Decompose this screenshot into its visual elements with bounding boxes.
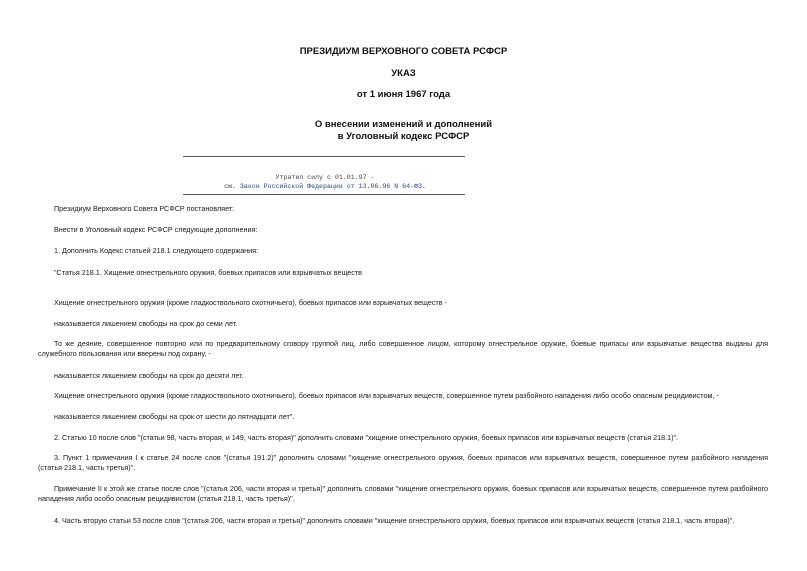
paragraph-item-3: 3. Пункт 1 примечания I к статье 24 после слов "(статья 191.2)" дополнить словами "хищение огнестрельного оружия, боевых припасов или взрывчатых веществ, совершенное путем разбойного нападения (статья 218.1, часть третья)".: [38, 453, 768, 472]
reference-suffix: .: [421, 183, 426, 190]
document-type-heading: УКАЗ: [391, 68, 416, 79]
reference-prefix: см.: [224, 183, 240, 190]
validity-notice: Утратил силу с 01.01.97 -: [275, 174, 375, 181]
notice-bottom-rule: [183, 194, 465, 195]
paragraph-item-2: 2. Статью 10 после слов "(статьи 98, часть вторая, и 149, часть вторая)" дополнить словами "хищение огнестрельного оружия, боевых припасов или взрывчатых веществ (статья 218.1)".: [54, 433, 679, 442]
notice-top-rule: [183, 156, 465, 157]
paragraph-penalty-3: наказывается лишением свободы на срок от шести до пятнадцати лет".: [54, 412, 295, 421]
document-date: от 1 июня 1967 года: [356, 89, 451, 100]
paragraph-offense-2: То же деяние, совершенное повторно или по предварительному сговору группой лиц, либо совершенное лицом, которому огнестрельное оружие, боевые припасы или взрывчатые вещества выданы для служебного пользования или вверены под охрану, -: [38, 339, 768, 358]
paragraph-intro: Внести в Уголовный кодекс РСФСР следующие дополнения:: [54, 225, 258, 234]
paragraph-offense-3: Хищение огнестрельного оружия (кроме гладкоствольного охотничьего), боевых припасов или взрывчатых веществ, совершенное путем разбойного нападения либо особо опасным рецидивистом, -: [54, 391, 719, 400]
paragraph-offense-1: Хищение огнестрельного оружия (кроме гладкоствольного охотничьего), боевых припасов или взрывчатых веществ -: [54, 298, 447, 307]
paragraph-item-1: 1. Дополнить Кодекс статьей 218.1 следующего содержания:: [54, 246, 259, 255]
article-title: "Статья 218.1. Хищение огнестрельного оружия, боевых припасов или взрывчатых веществ: [54, 268, 362, 277]
paragraph-preamble: Президиум Верховного Совета РСФСР постановляет:: [54, 204, 235, 213]
paragraph-note-2: Примечание II к этой же статье после слов "(статья 206, части вторая и третья)" дополнить словами "хищение огнестрельного оружия, боевых припасов или взрывчатых веществ, совершенное путем разбойного нападения либо особо опасным рецидивистом (статья 218.1, часть третья)".: [38, 484, 768, 503]
issuing-body-heading: ПРЕЗИДИУМ ВЕРХОВНОГО СОВЕТА РСФСР: [299, 46, 508, 57]
paragraph-penalty-2: наказывается лишением свободы на срок до десяти лет.: [54, 371, 244, 380]
repealing-law-link[interactable]: Закон Российской Федерации от 13.06.96 N 64-ФЗ: [239, 183, 422, 190]
document-subject-line-2: в Уголовный кодекс РСФСР: [337, 131, 470, 142]
paragraph-penalty-1: наказывается лишением свободы на срок до семи лет.: [54, 319, 238, 328]
validity-reference: [0, 182, 650, 191]
document-subject-line-1: О внесении изменений и дополнений: [314, 119, 493, 130]
paragraph-item-4: 4. Часть вторую статьи 53 после слов "(статья 206, части вторая и третья)" дополнить словами "хищение огнестрельного оружия, боевых припасов или взрывчатых веществ (статья 218.1, часть вторая)".: [54, 516, 735, 525]
